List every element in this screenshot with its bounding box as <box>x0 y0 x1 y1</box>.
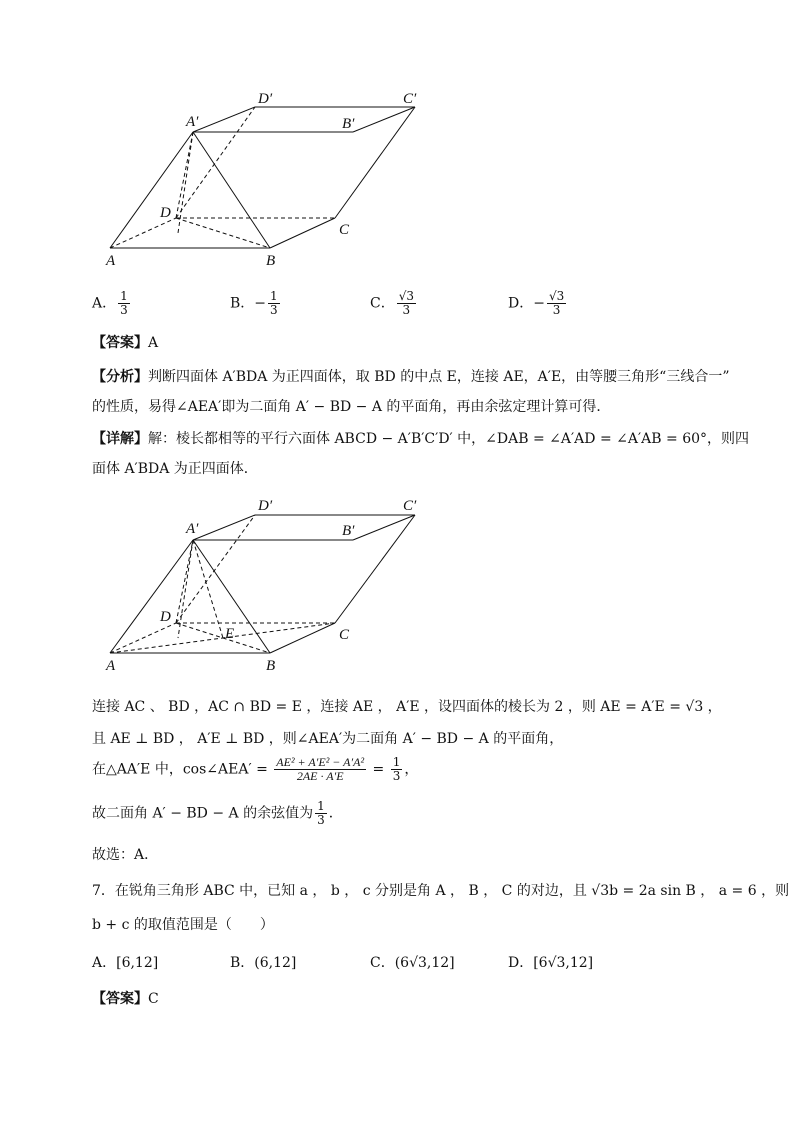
label-D: D <box>160 609 171 625</box>
option-c-fraction: $\frac{√3}{3}$ <box>398 289 414 317</box>
detail-line-1: 【详解】解：棱长都相等的平行六面体 ABCD − A′B′C′D′ 中，∠DAB = ∠A′AD = ∠A′AB = 60°，则四 <box>92 431 750 447</box>
label-A: A <box>106 658 116 674</box>
analysis-line-1: 【分析】判断四面体 A′BDA 为正四面体，取 BD 的中点 E，连接 AE，A′E，由等腰三角形“三线合一” <box>92 369 730 385</box>
label-D-prime: D′ <box>258 91 273 107</box>
option-c: C． $\frac{√3}{3}$ <box>370 289 414 317</box>
label-C: C <box>339 627 350 643</box>
label-A-prime: A′ <box>186 521 199 537</box>
option-b: B．− $\frac{1}{3}$ <box>230 289 278 317</box>
option-d: D．− $\frac{√3}{3}$ <box>508 289 565 317</box>
cosine-result-fraction: $\frac{1}{3}$ <box>392 755 401 783</box>
option-b-fraction: $\frac{1}{3}$ <box>270 289 278 317</box>
option-a-fraction: $\frac{1}{3}$ <box>120 289 128 317</box>
q7-option-b: B．(6,12] <box>230 955 297 971</box>
q7-line-2: b + c 的取值范围是（ ） <box>92 917 274 933</box>
label-B-prime: B′ <box>342 523 355 539</box>
detail-line-2: 面体 A′BDA 为正四面体． <box>92 461 258 477</box>
parallelepiped-figure-top <box>90 85 430 275</box>
solution-line-1: 连接 AC 、 BD ，AC ∩ BD = E ，连接 AE ， A′E ，设四面体的棱长为 2 ，则 AE = A′E = √3 ， <box>92 699 722 715</box>
label-B-prime: B′ <box>342 116 355 132</box>
label-B: B <box>266 658 276 674</box>
label-B: B <box>266 253 276 269</box>
solution-line-2: 且 AE ⊥ BD ， A′E ⊥ BD ，则∠AEA′为二面角 A′ − BD − A 的平面角， <box>92 731 564 747</box>
solution-line-5: 故选：A． <box>92 847 159 863</box>
option-a: A． $\frac{1}{3}$ <box>92 289 128 317</box>
cosine-formula-fraction: $\frac{\text{AE² + A′E² − A′A²}}{2AE \cdot A'E}$ <box>276 755 365 783</box>
label-C: C <box>339 222 350 238</box>
parallelepiped-figure-with-e <box>90 490 430 680</box>
q7-option-a: A．[6,12] <box>92 955 159 971</box>
label-D: D <box>160 205 171 221</box>
label-D-prime: D′ <box>258 498 273 514</box>
label-A-prime: A′ <box>186 114 199 130</box>
q7-option-d: D．[6√3,12] <box>508 955 594 971</box>
answer-q6: 【答案】A <box>92 335 159 351</box>
label-E: E <box>225 626 235 642</box>
label-C-prime: C′ <box>403 91 417 107</box>
answer-q7: 【答案】C <box>92 991 159 1007</box>
solution-line-4: 故二面角 A′ − BD − A 的余弦值为 $\frac{1}{3}$ ． <box>92 799 343 827</box>
option-d-fraction: $\frac{√3}{3}$ <box>548 289 565 317</box>
label-A: A <box>106 253 116 269</box>
label-C-prime: C′ <box>403 498 417 514</box>
solution-line-3: 在△AA′E 中，cos∠AEA′ = $\frac{\text{AE² + A′E² − A′A²}}{2AE \cdot A'E}$ = $\frac{1}{3}$ ， <box>92 755 419 783</box>
analysis-line-2: 的性质，易得∠AEA′即为二面角 A′ − BD − A 的平面角，再由余弦定理计算可得． <box>92 399 611 415</box>
result-fraction: $\frac{1}{3}$ <box>317 799 325 827</box>
q7-option-c: C．(6√3,12] <box>370 955 455 971</box>
q7-line-1: 7．在锐角三角形 ABC 中，已知 a ， b ， c 分别是角 A ， B ， C 的对边，且 √3b = 2a sin B ， a = 6 ，则 <box>92 883 790 899</box>
